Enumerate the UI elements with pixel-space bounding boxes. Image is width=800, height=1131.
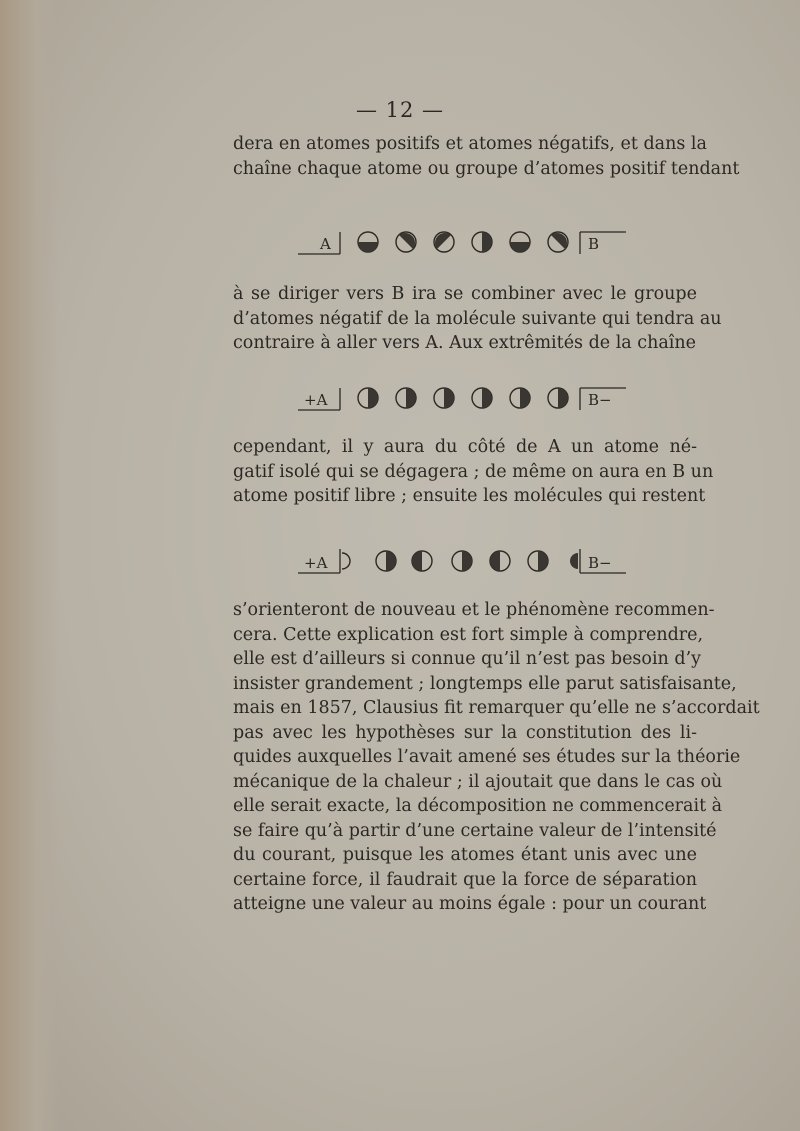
paragraph-3 bbox=[233, 435, 714, 509]
text-line: se faire qu’à partir d’une certaine valeur de l’intensité bbox=[233, 820, 717, 841]
molecule-chain-diagram-2 bbox=[290, 380, 630, 414]
text-line: chaîne chaque atome ou groupe d’atomes positif tendant bbox=[233, 158, 740, 179]
molecule-chain-diagram-1 bbox=[290, 224, 630, 258]
molecule-row bbox=[472, 232, 492, 252]
molecule-row bbox=[472, 388, 492, 408]
diagram-1-svg bbox=[290, 224, 630, 258]
text-line: gatif isolé qui se dégagera ; de même on aura en B un bbox=[233, 461, 714, 482]
molecule-row bbox=[376, 551, 396, 571]
diagram-2-svg bbox=[290, 380, 630, 414]
text-line: pas avec les hypothèses sur la constitution des li- bbox=[233, 722, 697, 743]
text-line: mais en 1857, Clausius fit remarquer qu’elle ne s’accordait bbox=[233, 698, 760, 718]
molecule-row bbox=[510, 388, 530, 408]
text-line: du courant, puisque les atomes étant unis avec une bbox=[233, 845, 697, 865]
text-line: quides auxquelles l’avait amené ses études sur la théorie bbox=[233, 747, 741, 767]
diagram-3-svg bbox=[290, 543, 630, 577]
paragraph-2 bbox=[233, 282, 722, 356]
molecule-row bbox=[548, 232, 568, 252]
electrode-a-label: +A bbox=[304, 391, 328, 409]
text-line: s’orienteront de nouveau et le phénomène recommen- bbox=[233, 600, 715, 620]
molecule-row bbox=[548, 388, 568, 408]
molecule-row bbox=[490, 551, 510, 571]
electrode-a-label: +A bbox=[304, 554, 328, 572]
text-line: insister grandement ; longtemps elle parut satisfaisante, bbox=[233, 673, 737, 694]
molecule-chain-diagram-3 bbox=[290, 543, 630, 577]
text-line: elle serait exacte, la décomposition ne commencerait à bbox=[233, 796, 723, 816]
paragraph-1 bbox=[233, 132, 740, 181]
text-line: certaine force, il faudrait que la force de séparation bbox=[233, 869, 697, 890]
electrode-b-label: B bbox=[588, 235, 600, 253]
text-line: atome positif libre ; ensuite les molécules qui restent bbox=[233, 486, 706, 506]
molecule-row bbox=[358, 232, 378, 252]
molecule-row bbox=[452, 551, 472, 571]
text-line: elle est d’ailleurs si connue qu’il n’est pas besoin d’y bbox=[233, 649, 702, 669]
text-line: cependant, il y aura du côté de A un atome né- bbox=[233, 437, 697, 457]
page-number: — 12 — bbox=[355, 98, 445, 122]
molecule-row bbox=[396, 388, 416, 408]
molecule-row bbox=[412, 551, 432, 571]
molecule-row bbox=[434, 388, 454, 408]
molecule-row bbox=[396, 232, 416, 252]
text-line: contraire à aller vers A. Aux extrêmités de la chaîne bbox=[233, 333, 697, 353]
text-line: atteigne une valeur au moins égale : pour un courant bbox=[233, 894, 707, 914]
electrode-a-label: A bbox=[320, 235, 331, 253]
molecule-row bbox=[358, 388, 378, 408]
molecule-row bbox=[510, 232, 530, 252]
molecule-row bbox=[434, 232, 454, 252]
electrode-b-label: B− bbox=[588, 391, 612, 409]
text-line: dera en atomes positifs et atomes négatifs, et dans la bbox=[233, 134, 707, 154]
text-line: cera. Cette explication est fort simple à comprendre, bbox=[233, 624, 704, 645]
text-line: à se diriger vers B ira se combiner avec le groupe bbox=[233, 284, 697, 304]
paragraph-4 bbox=[233, 598, 760, 917]
text-line: d’atomes négatif de la molécule suivante qui tendra au bbox=[233, 308, 722, 329]
text-line: mécanique de la chaleur ; il ajoutait que dans le cas où bbox=[233, 771, 723, 792]
electrode-b-label: B− bbox=[588, 554, 612, 572]
page-edge-shading bbox=[0, 0, 60, 1131]
molecule-row bbox=[528, 551, 548, 571]
